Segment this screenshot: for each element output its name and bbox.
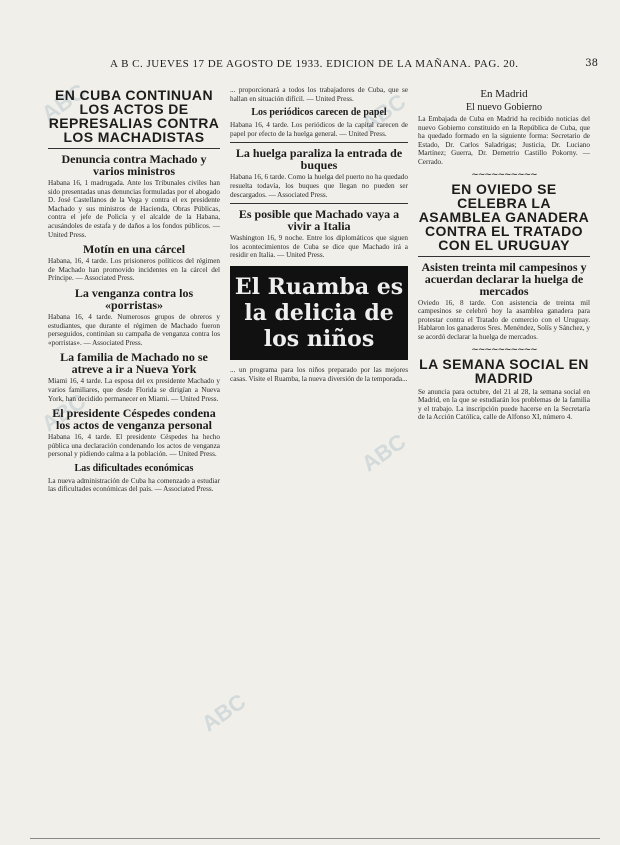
- article-body: Habana, 16, 4 tarde. Los prisioneros políticos del régimen de Machado han promovido incidentes en la cárcel del Príncipe. — Associated Press.: [48, 257, 220, 283]
- column-1: [48, 86, 220, 838]
- article-body: La Embajada de Cuba en Madrid ha recibido noticias del nuevo Gobierno constituido en la República de Cuba, que ha quedado formado en la siguiente forma: Secretario de Estado, Dr. Carlos Saladrigas; Justicia, Dr. Luciano Martínez; Guerra, Dr. Demetrio Castillo Pokorny. — Cerrado.: [418, 115, 590, 166]
- article-body: Habana 16, 4 tarde. El presidente Céspedes ha hecho pública una declaración condenando los actos de venganza personal y pidiendo calma a la población. — United Press.: [48, 433, 220, 459]
- watermark-logo: ABC: [196, 688, 251, 737]
- dateline: En Madrid: [480, 88, 528, 100]
- article-title: El nuevo Gobierno: [465, 102, 543, 113]
- watermark-logo: ABC: [356, 88, 411, 137]
- ornament-divider: ~~~~~~~~~~: [471, 169, 537, 180]
- divider: [418, 256, 590, 257]
- advert-body: ... un programa para los niños preparado por las mejores casas. Visite el Ruamba, la nueva diversión de la temporada...: [230, 365, 408, 383]
- article-title: La venganza contra los «porristas»: [74, 285, 194, 312]
- article-body: ... proporcionará a todos los trabajadores de Cuba, que se hallan en situación difícil. — United Press.: [230, 86, 408, 103]
- article-body: Se anuncia para octubre, del 21 al 28, la semana social en Madrid, en la que se estudiarán los problemas de la familia y el trabajo. La inscripción puede hacerse en la Secretaría de la Acción Católica, calle de Alfonso XI, número 4.: [418, 387, 590, 422]
- article-title: La familia de Machado no se atreve a ir a Nueva York: [60, 350, 208, 377]
- page-number: 38: [585, 58, 598, 69]
- bottom-rule: [30, 838, 600, 839]
- article-body: Habana 16, 4 tarde. Numerosos grupos de obreros y estudiantes, que durante el régimen de Machado fueron perseguidos, continúan su campaña de venganza contra los «porristas». — Associated Press.: [48, 312, 220, 347]
- article-title: Denuncia contra Machado y varios ministros: [61, 152, 207, 178]
- article-body: Habana 16, 4 tarde. Los periódicos de la capital carecen de papel por efecto de la huelga general. — United Press.: [230, 121, 408, 138]
- divider: [48, 148, 220, 149]
- article-title: Las dificultades económicas: [74, 462, 194, 474]
- column-3: [418, 86, 590, 838]
- article-body: La nueva administración de Cuba ha comenzado a estudiar las dificultades económicas del país. — Associated Press.: [48, 476, 220, 494]
- ornament-divider: ~~~~~~~~~~: [471, 344, 537, 355]
- article-body: Habana 16, 6 tarde. Como la huelga del puerto no ha quedado resuelta todavía, los buques que llegan no pueden ser descargados. — Associated Press.: [230, 173, 408, 199]
- watermark-logo: ABC: [356, 428, 411, 477]
- article-body: Miami 16, 4 tarde. La esposa del ex presidente Machado y varios familiares, que desde Florida se dirigían a Nueva York, han decidido permanecer en Miami. — United Press.: [48, 377, 220, 403]
- advert-banner: El Ruamba es la delicia de los niños: [230, 266, 408, 360]
- article-title: Asisten treinta mil campesinos y acuerdan declarar la huelga de mercados: [421, 259, 587, 298]
- column-2: [230, 86, 408, 838]
- headline-semana-social: LA SEMANA SOCIAL EN MADRID: [419, 355, 589, 386]
- article-title: Motín en una cárcel: [82, 242, 186, 257]
- article-body: Washington 16, 9 noche. Entre los diplomáticos que siguen los acontecimientos de Cuba se dice que Machado irá a residir en Italia. — United Press.: [230, 234, 408, 260]
- page-header: A B C. JUEVES 17 DE AGOSTO DE 1933. EDICION DE LA MAÑANA. PAG. 20.: [110, 58, 519, 70]
- watermark-logo: ABC: [36, 388, 91, 437]
- article-body: Habana 16, 1 madrugada. Ante los Tribunales civiles han sido presentadas unas denuncias formuladas por el abogado D. José Castellanos de la Vega y contra el ex presidente Machado y sus ministros de Hacienda, Obras Públicas, contra el jefe de Policía y el alcalde de la Habana, acusándoles de estafa y de daños a los fondos públicos. — United Press.: [48, 179, 220, 239]
- watermark-logo: ABC: [36, 78, 91, 127]
- divider: [230, 203, 408, 204]
- article-body: Oviedo 16, 8 tarde. Con asistencia de treinta mil campesinos se celebró hoy la asamblea ganadera para protestar contra el Tratado de comercio con el Uruguay. Hablaron los ganaderos Sres. Menéndez, Solís y Sánchez, y se acordó declarar la huelga de mercados.: [418, 298, 590, 341]
- headline-oviedo: EN OVIEDO SE CELEBRA LA ASAMBLEA GANADERA CONTRA EL TRATADO CON EL URUGUAY: [418, 180, 590, 253]
- divider: [230, 142, 408, 143]
- headline-cuba: EN CUBA CONTINUAN LOS ACTOS DE REPRESALIAS CONTRA LOS MACHADISTAS: [48, 87, 220, 145]
- article-title: Los periódicos carecen de papel: [251, 107, 387, 119]
- article-title: La huelga paraliza la entrada de buques: [235, 146, 403, 173]
- article-title: Es posible que Machado vaya a vivir a Italia: [238, 207, 400, 234]
- article-title: El presidente Céspedes condena los actos de venganza personal: [52, 406, 216, 433]
